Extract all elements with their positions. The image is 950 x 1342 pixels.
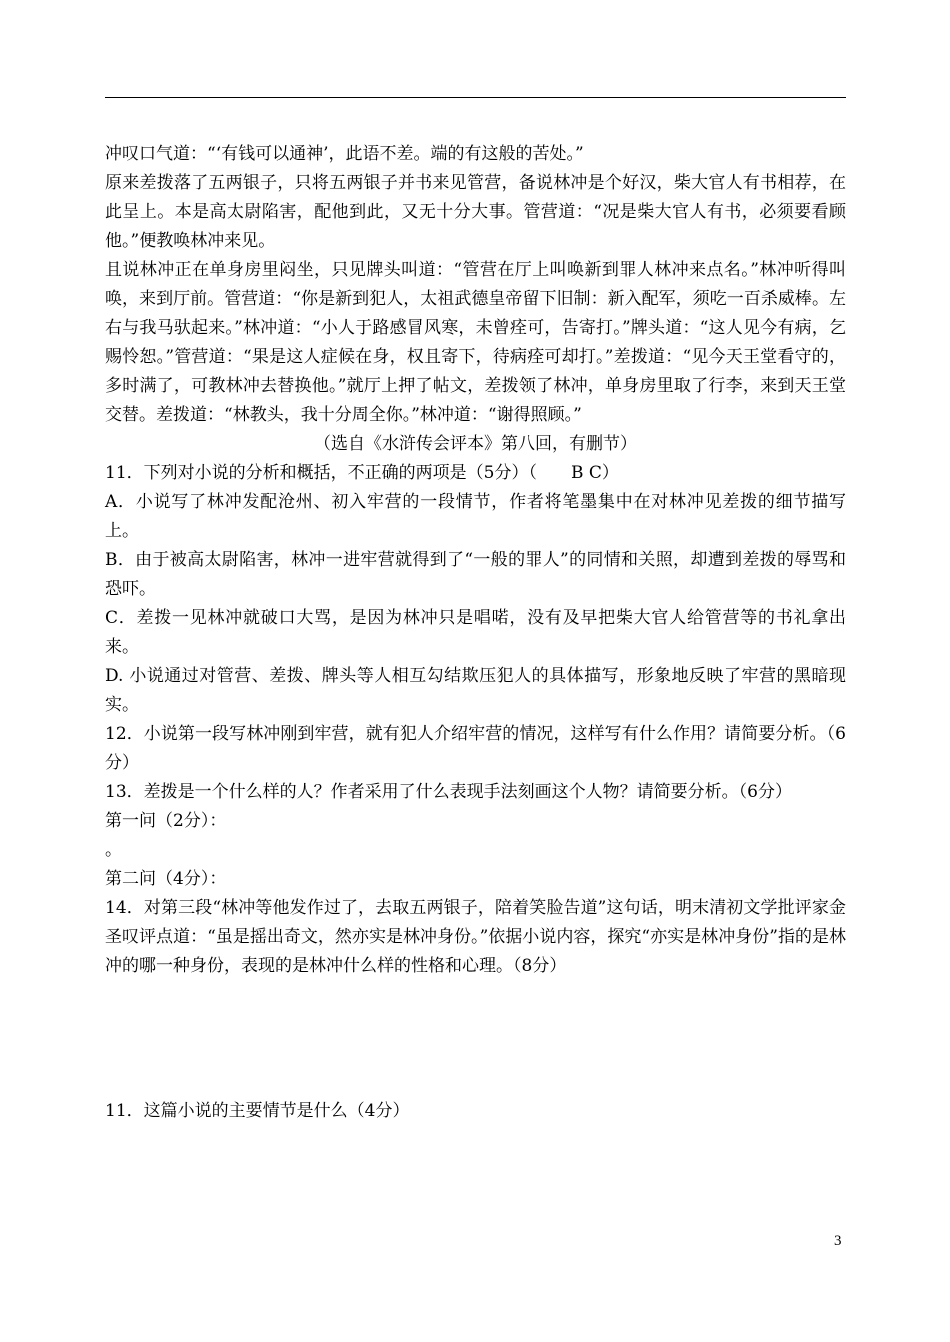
question-13: 13．差拨是一个什么样的人？作者采用了什么表现手法刻画这个人物？请简要分析。（6分） xyxy=(105,782,792,802)
passage-paragraph-1: 冲叹口气道：“‘有钱可以通神’，此语不差。端的有这般的苦处。” xyxy=(105,144,584,164)
question-14: 14．对第三段“林冲等他发作过了，去取五两银子，陪着笑脸告道”这句话，明末清初文学批评家金圣叹评点道：“虽是摇出奇文，然亦实是林冲身份。”依据小说内容，探究“亦实是林冲身份”指的是林冲的哪一种身份，表现的是林冲什么样的性格和心理。（8分） xyxy=(105,898,846,976)
answer-space xyxy=(105,981,846,1097)
page-number: 3 xyxy=(834,1233,842,1249)
page-body xyxy=(105,140,846,1126)
header-rule xyxy=(105,97,846,98)
question-11: 11．下列对小说的分析和概括，不正确的两项是（5分）（ B C） xyxy=(105,463,619,483)
question-11-option-b: B．由于被高太尉陷害，林冲一进牢营就得到了“一般的罪人”的同情和关照，却遭到差拨的辱骂和恐吓。 xyxy=(105,550,846,599)
passage-paragraph-3: 且说林冲正在单身房里闷坐，只见牌头叫道：“管营在厅上叫唤新到罪人林冲来点名。”林冲听得叫唤，来到厅前。管营道：“你是新到犯人，太祖武德皇帝留下旧制：新入配军，须吃一百杀威棒。左右与我马驮起来。”林冲道：“小人于路感冒风寒，未曾痊可，告寄打。”牌头道：“这人见今有病，乞赐怜恕。”管营道：“果是这人症候在身，权且寄下，待病痊可却打。”差拨道：“见今天王堂看守的，多时满了，可教林冲去替换他。”就厅上押了帖文，差拨领了林冲，单身房里取了行李，来到天王堂交替。差拨道：“林教头，我十分周全你。”林冲道：“谢得照顾。” xyxy=(105,260,846,425)
question-13-answer-blank: 。 xyxy=(105,840,122,860)
question-12: 12．小说第一段写林冲刚到牢营，就有犯人介绍牢营的情况，这样写有什么作用？请简要分析。（6分） xyxy=(105,724,846,773)
question-11-option-d: D. 小说通过对管营、差拨、牌头等人相互勾结欺压犯人的具体描写，形象地反映了牢营的黑暗现实。 xyxy=(105,666,846,715)
passage-source: （选自《水浒传会评本》第八回，有删节） xyxy=(314,434,637,454)
question-11-option-a: A．小说写了林冲发配沧州、初入牢营的一段情节，作者将笔墨集中在对林冲见差拨的细节描写上。 xyxy=(105,492,846,541)
passage-paragraph-2: 原来差拨落了五两银子，只将五两银子并书来见管营，备说林冲是个好汉，柴大官人有书相荐，在此呈上。本是高太尉陷害，配他到此，又无十分大事。管营道：“况是柴大官人有书，必须要看顾他。”便教唤林冲来见。 xyxy=(105,173,846,251)
question-11-alt: 11．这篇小说的主要情节是什么（4分） xyxy=(105,1101,410,1121)
question-11-option-c: C．差拨一见林冲就破口大骂，是因为林冲只是唱喏，没有及早把柴大官人给管营等的书礼拿出来。 xyxy=(105,608,846,657)
question-13-part-1: 第一问（2分）： xyxy=(105,811,227,831)
question-13-part-2: 第二问（4分）： xyxy=(105,869,227,889)
